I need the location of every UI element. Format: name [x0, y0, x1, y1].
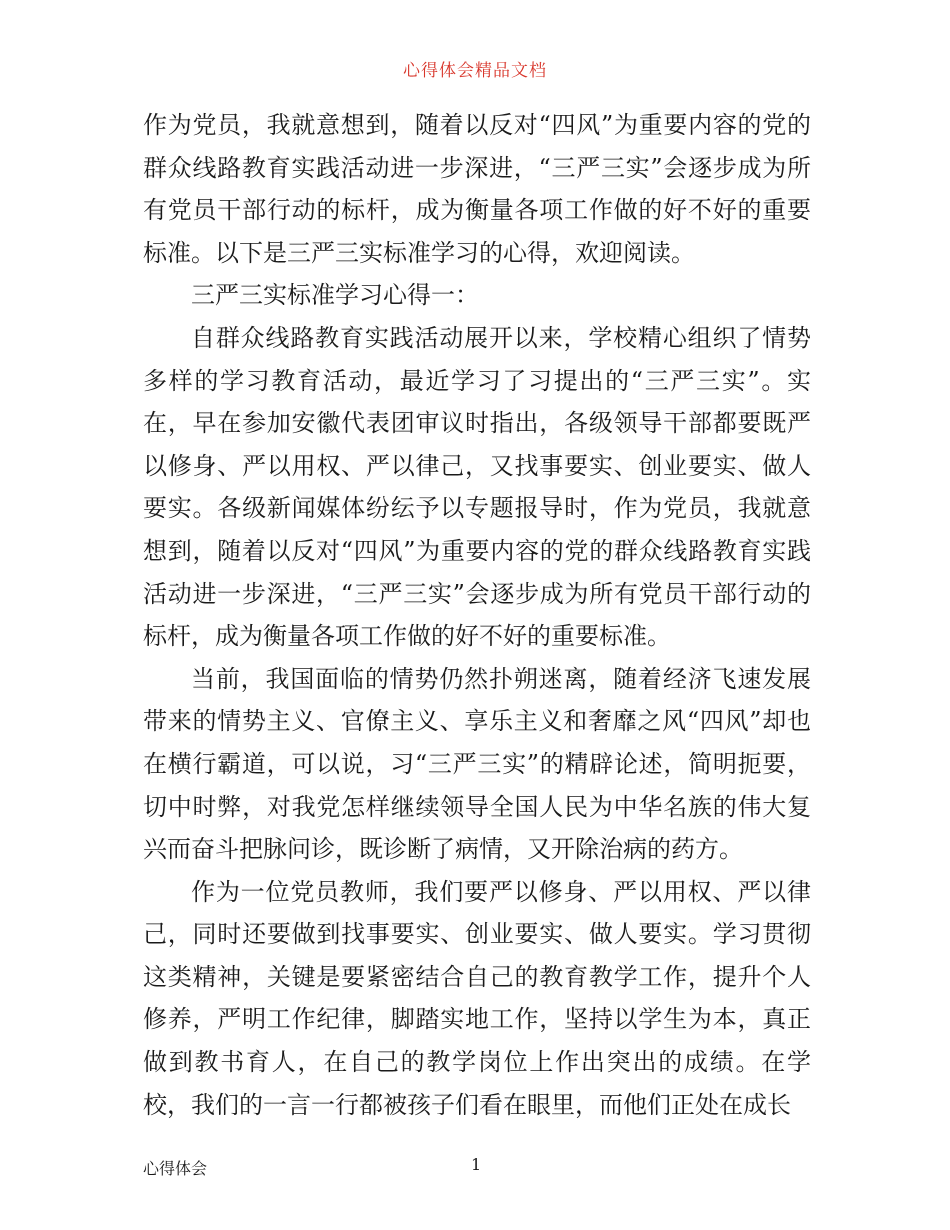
intro-paragraph: 作为党员，我就意想到，随着以反对“四风”为重要内容的党的群众线路教育实践活动进一步深进，“三严三实”会逐步成为所有党员干部行动的标杆，成为衡量各项工作做的好不好的重要标准。以下是三严三实标准学习的心得，欢迎阅读。 [143, 111, 811, 267]
page-header-title: 心得体会精品文档 [403, 61, 547, 81]
document-body [143, 104, 811, 1126]
page-number: 1 [471, 1155, 482, 1174]
footer-label: 心得体会 [143, 1159, 208, 1178]
body-paragraph-2: 当前，我国面临的情势仍然扑朔迷离，随着经济飞速发展带来的情势主义、官僚主义、享乐主义和奢靡之风“四风”却也在横行霸道，可以说，习“三严三实”的精辟论述，简明扼要，切中时弊，对我党怎样继续领导全国人民为中华名族的伟大复兴而奋斗把脉问诊，既诊断了病情，又开除治病的药方。 [143, 664, 811, 864]
section-heading: 三严三实标准学习心得一： [191, 281, 479, 310]
body-paragraph-1: 自群众线路教育实践活动展开以来，学校精心组织了情势多样的学习教育活动，最近学习了习提出的“三严三实”。实在，早在参加安徽代表团审议时指出，各级领导干部都要既严以修身、严以用权、严以律己，又找事要实、创业要实、做人要实。各级新闻媒体纷纭予以专题报导时，作为党员，我就意想到，随着以反对“四风”为重要内容的党的群众线路教育实践活动进一步深进，“三严三实”会逐步成为所有党员干部行动的标杆，成为衡量各项工作做的好不好的重要标准。 [143, 323, 811, 651]
body-paragraph-3: 作为一位党员教师，我们要严以修身、严以用权、严以律己，同时还要做到找事要实、创业要实、做人要实。学习贯彻这类精神，关键是要紧密结合自己的教育教学工作，提升个人修养，严明工作纪律，脚踏实地工作，坚持以学生为本，真正做到教书育人，在自己的教学岗位上作出突出的成绩。在学校，我们的一言一行都被孩子们看在眼里，而他们正处在成长 [143, 877, 811, 1119]
